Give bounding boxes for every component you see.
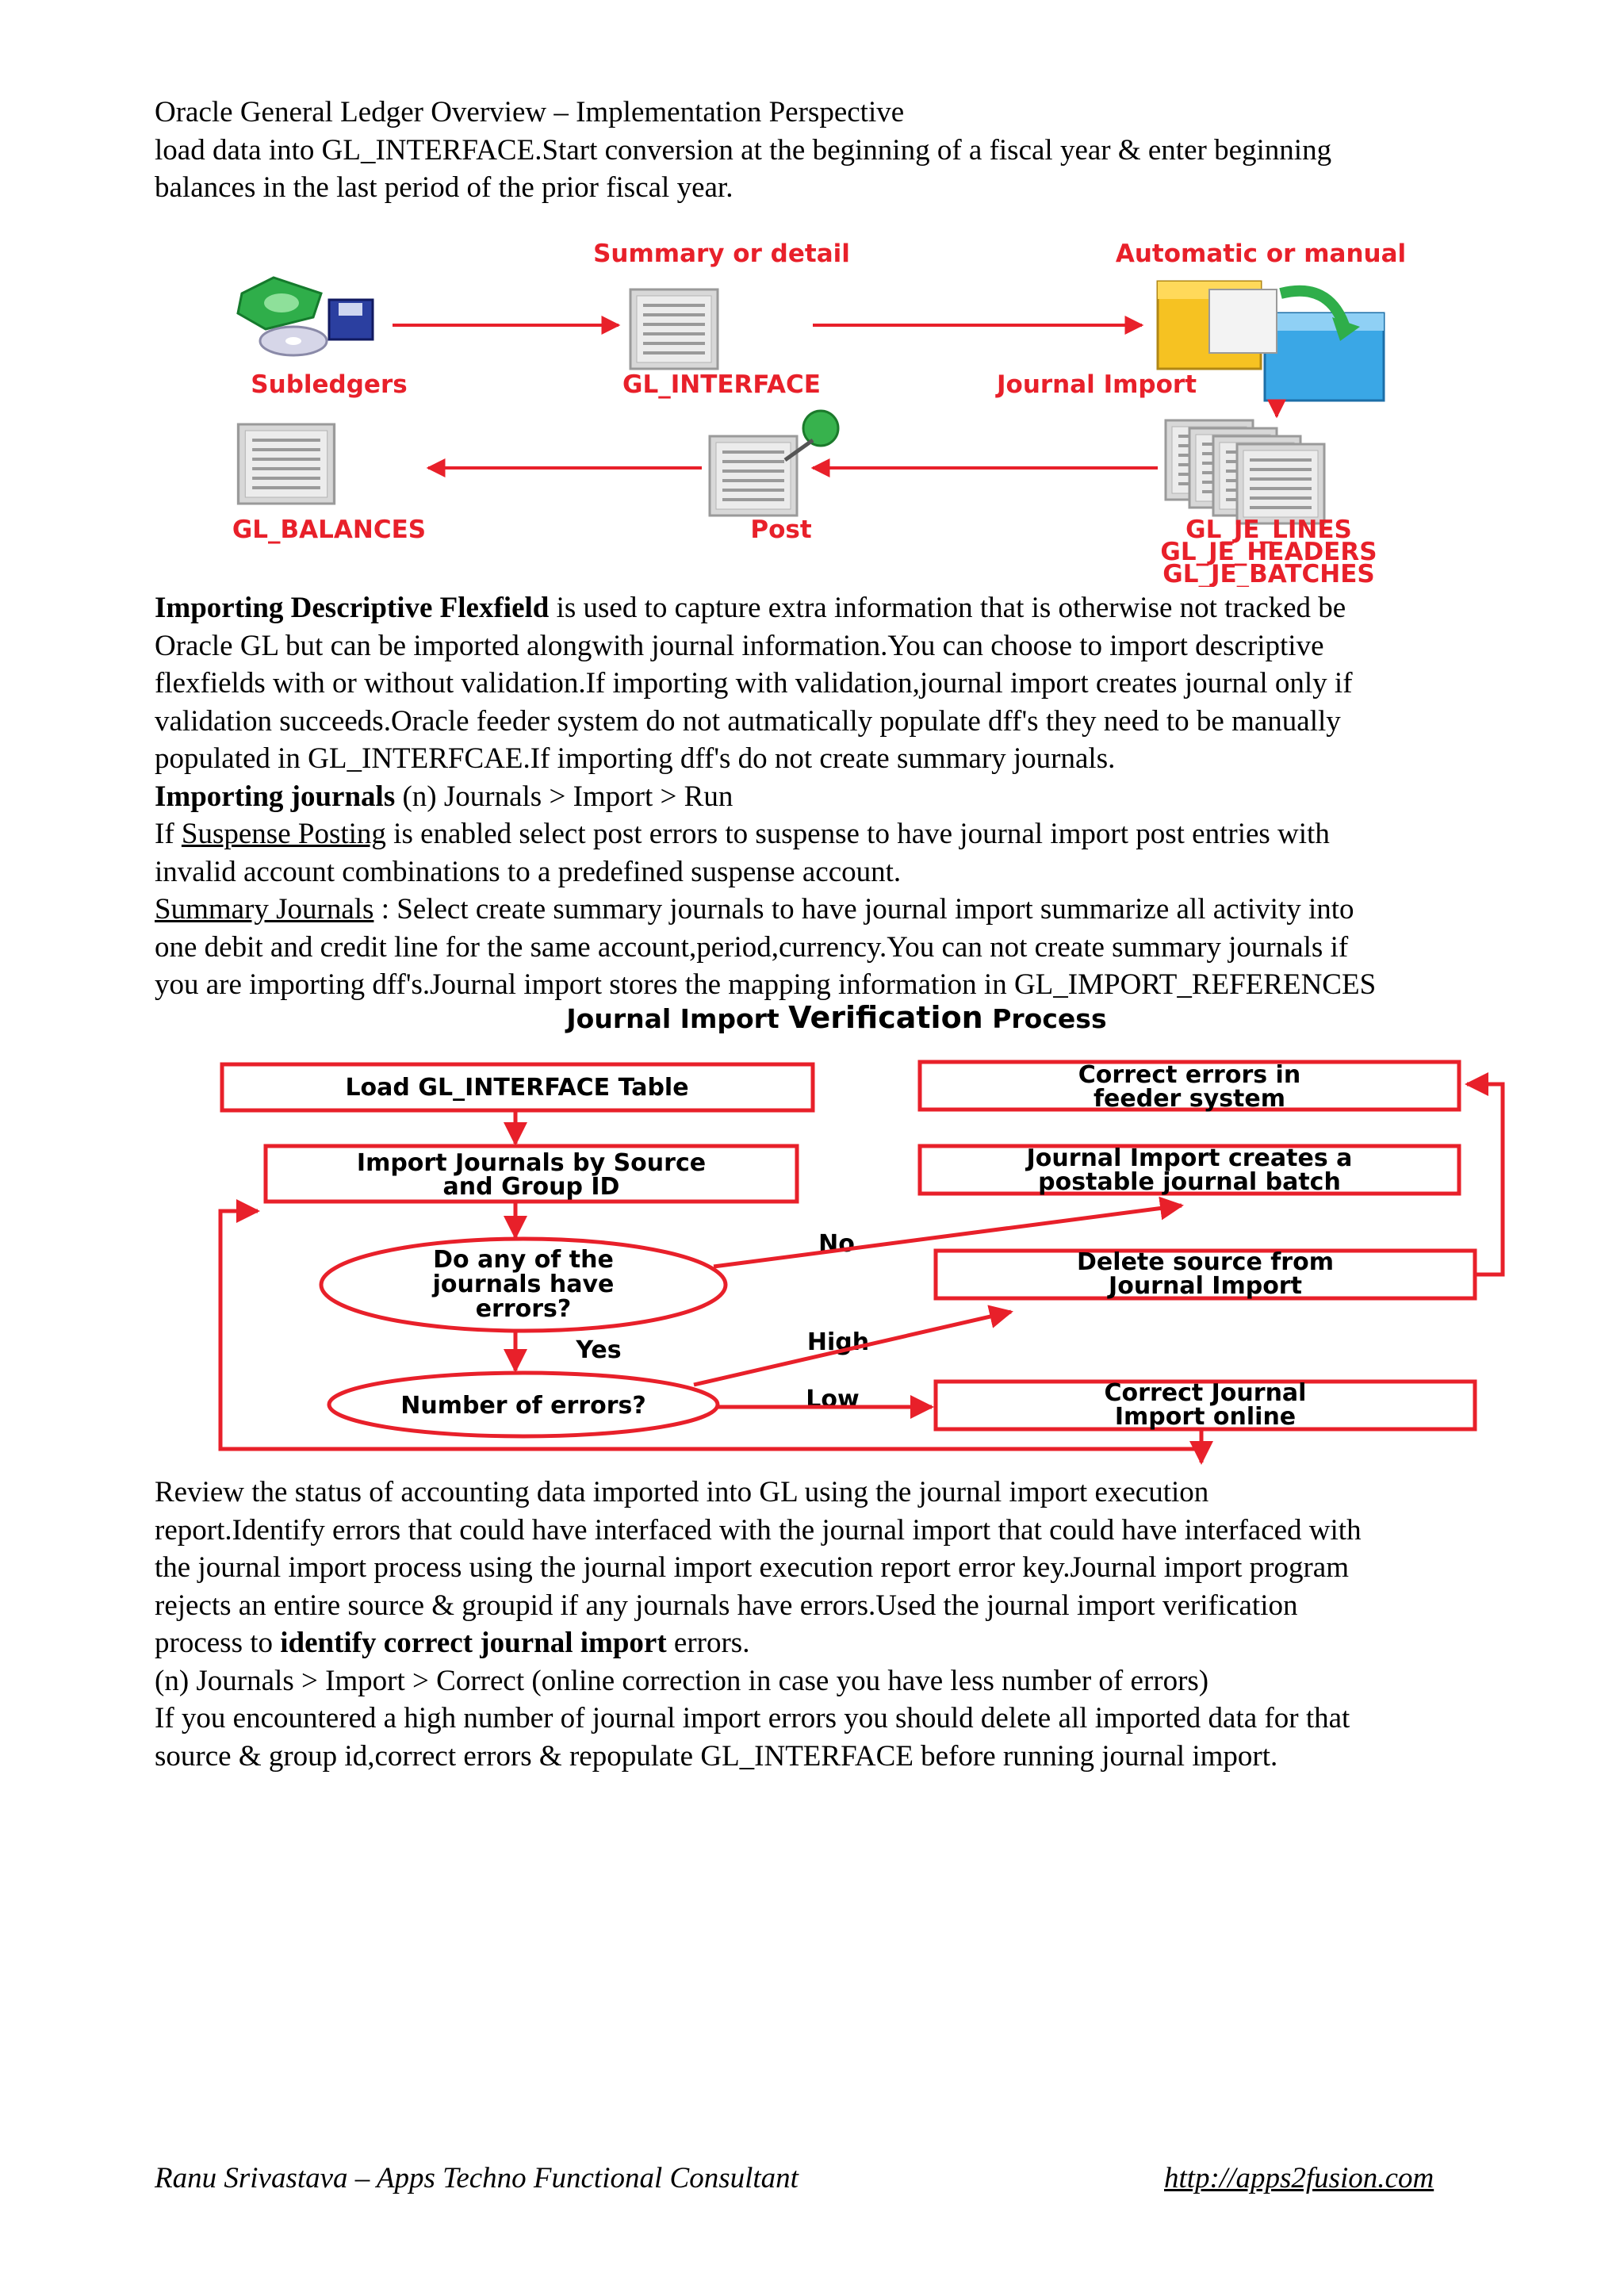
header-block (155, 94, 1534, 207)
summary-journals-link[interactable]: Summary Journals (155, 893, 374, 926)
errors-question-text-3: errors? (475, 1295, 572, 1323)
arrow-delete-to-feeder (1467, 1084, 1503, 1274)
importing-journals-line (155, 778, 1534, 816)
delete-source-text-2: Journal Import (1109, 1272, 1302, 1300)
gl-interface-doc-icon (630, 289, 718, 369)
yes-label: Yes (576, 1336, 622, 1364)
import-journals-text-1: Import Journals by Source (356, 1149, 707, 1177)
gl-interface-label: GL_INTERFACE (622, 370, 821, 399)
dff-heading: Importing Descriptive Flexfield (155, 592, 550, 624)
review-status-section (155, 1474, 1534, 1775)
journal-import-label: Journal Import (996, 370, 1197, 399)
subledgers-label: Subledgers (251, 370, 408, 399)
footer-url-link[interactable]: http://apps2fusion.com (1164, 2162, 1434, 2194)
dff-line-3: flexfields with or without validation.If importing with validation,journal import creates journal only if (155, 667, 1353, 700)
dff-line-2: Oracle GL but can be imported alongwith journal information.You can choose to import descriptive (155, 629, 1324, 662)
summary-line-3: you are importing dff's.Journal import stores the mapping information in GL_IMPORT_REFERENCES (155, 968, 1377, 1001)
footer-author: Ranu Srivastava – Apps Techno Functional Consultant (155, 2162, 799, 2194)
gl-je-headers-label: GL_JE_HEADERS (1160, 538, 1377, 566)
creates-batch-text-1: Journal Import creates a (1026, 1144, 1353, 1172)
dff-line-4: validation succeeds.Oracle feeder system do not autmatically populate dff's they need to be manually (155, 704, 1341, 738)
gl-interface-flow-diagram (155, 238, 1526, 587)
review-line-2: report.Identify errors that could have interfaced with the journal import that could have interfaced with (155, 1513, 1362, 1547)
review-line-7: If you encountered a high number of journal import errors you should delete all imported data for that (155, 1702, 1350, 1734)
descriptive-flexfield-section (155, 589, 1534, 1004)
load-interface-text: Load GL_INTERFACE Table (345, 1074, 689, 1102)
post-label: Post (750, 516, 812, 544)
errors-question-text-2: journals have (432, 1271, 615, 1298)
no-label: No (818, 1230, 855, 1258)
gl-je-batches-label: GL_JE_BATCHES (1162, 560, 1375, 587)
automatic-or-manual-label: Automatic or manual (1115, 240, 1407, 268)
correct-feeder-text-2: feeder system (1093, 1085, 1286, 1113)
summary-line-2: one debit and credit line for the same account,period,currency.You can not create summary journals if (155, 930, 1349, 964)
gl-je-lines-label: GL_JE_LINES (1185, 516, 1352, 544)
importing-journals-nav: (n) Journals > Import > Run (395, 780, 733, 813)
intro-line-2: balances in the last period of the prior fiscal year. (155, 171, 733, 204)
delete-source-text-1: Delete source from (1077, 1248, 1334, 1276)
suspense-line-1: If Suspense Posting is enabled select post errors to suspense to have journal import post entries with (155, 818, 1330, 850)
document-title: Oracle General Ledger Overview – Implementation Perspective (155, 96, 905, 128)
creates-batch-text-2: postable journal batch (1038, 1168, 1341, 1196)
review-line-4: rejects an entire source & groupid if any journals have errors.Used the journal import verification (155, 1589, 1298, 1622)
intro-line-1: load data into GL_INTERFACE.Start conversion at the beginning of a fiscal year & enter beginning (155, 133, 1332, 167)
number-of-errors-text: Number of errors? (400, 1392, 646, 1420)
verification-title: Journal Import Verification Process (566, 1001, 1107, 1035)
correct-feeder-text-1: Correct errors in (1078, 1061, 1301, 1089)
dff-line-1: Importing Descriptive Flexfield is used to capture extra information that is otherwise not tracked be (155, 592, 1346, 624)
review-line-5: process to identify correct journal import errors. (155, 1627, 750, 1659)
review-line-6: (n) Journals > Import > Correct (online correction in case you have less number of errors) (155, 1664, 1209, 1697)
review-line-3: the journal import process using the journal import execution report error key.Journal import program (155, 1551, 1349, 1584)
post-doc-icon (710, 436, 797, 516)
summary-or-detail-label: Summary or detail (593, 240, 850, 268)
review-line-1: Review the status of accounting data imported into GL using the journal import execution (155, 1476, 1209, 1508)
identify-correct-bold: identify correct journal import (280, 1627, 667, 1659)
errors-question-text-1: Do any of the (433, 1246, 614, 1274)
high-label: High (806, 1328, 870, 1356)
gl-balances-label: GL_BALANCES (232, 516, 427, 544)
suspense-line-2: invalid account combinations to a predefined suspense account. (155, 855, 902, 888)
arrow-high-to-delete (694, 1312, 1011, 1385)
je-tables-stack-icon (1166, 420, 1324, 523)
dff-line-5: populated in GL_INTERFCAE.If importing dff's do not create summary journals. (155, 742, 1116, 775)
journal-import-verification-diagram (155, 1001, 1526, 1465)
review-line-8: source & group id,correct errors & repopulate GL_INTERFACE before running journal import. (155, 1739, 1278, 1773)
suspense-posting-link[interactable]: Suspense Posting (181, 818, 386, 850)
subledgers-icon (238, 278, 373, 355)
gl-balances-doc-icon (239, 424, 335, 504)
low-label: Low (806, 1386, 860, 1413)
correct-online-text-1: Correct Journal (1104, 1379, 1307, 1407)
summary-line-1: Summary Journals : Select create summary journals to have journal import summarize all activity into (155, 893, 1354, 926)
correct-online-text-2: Import online (1114, 1403, 1297, 1431)
importing-journals-heading: Importing journals (155, 780, 396, 813)
import-journals-text-2: and Group ID (442, 1173, 620, 1201)
